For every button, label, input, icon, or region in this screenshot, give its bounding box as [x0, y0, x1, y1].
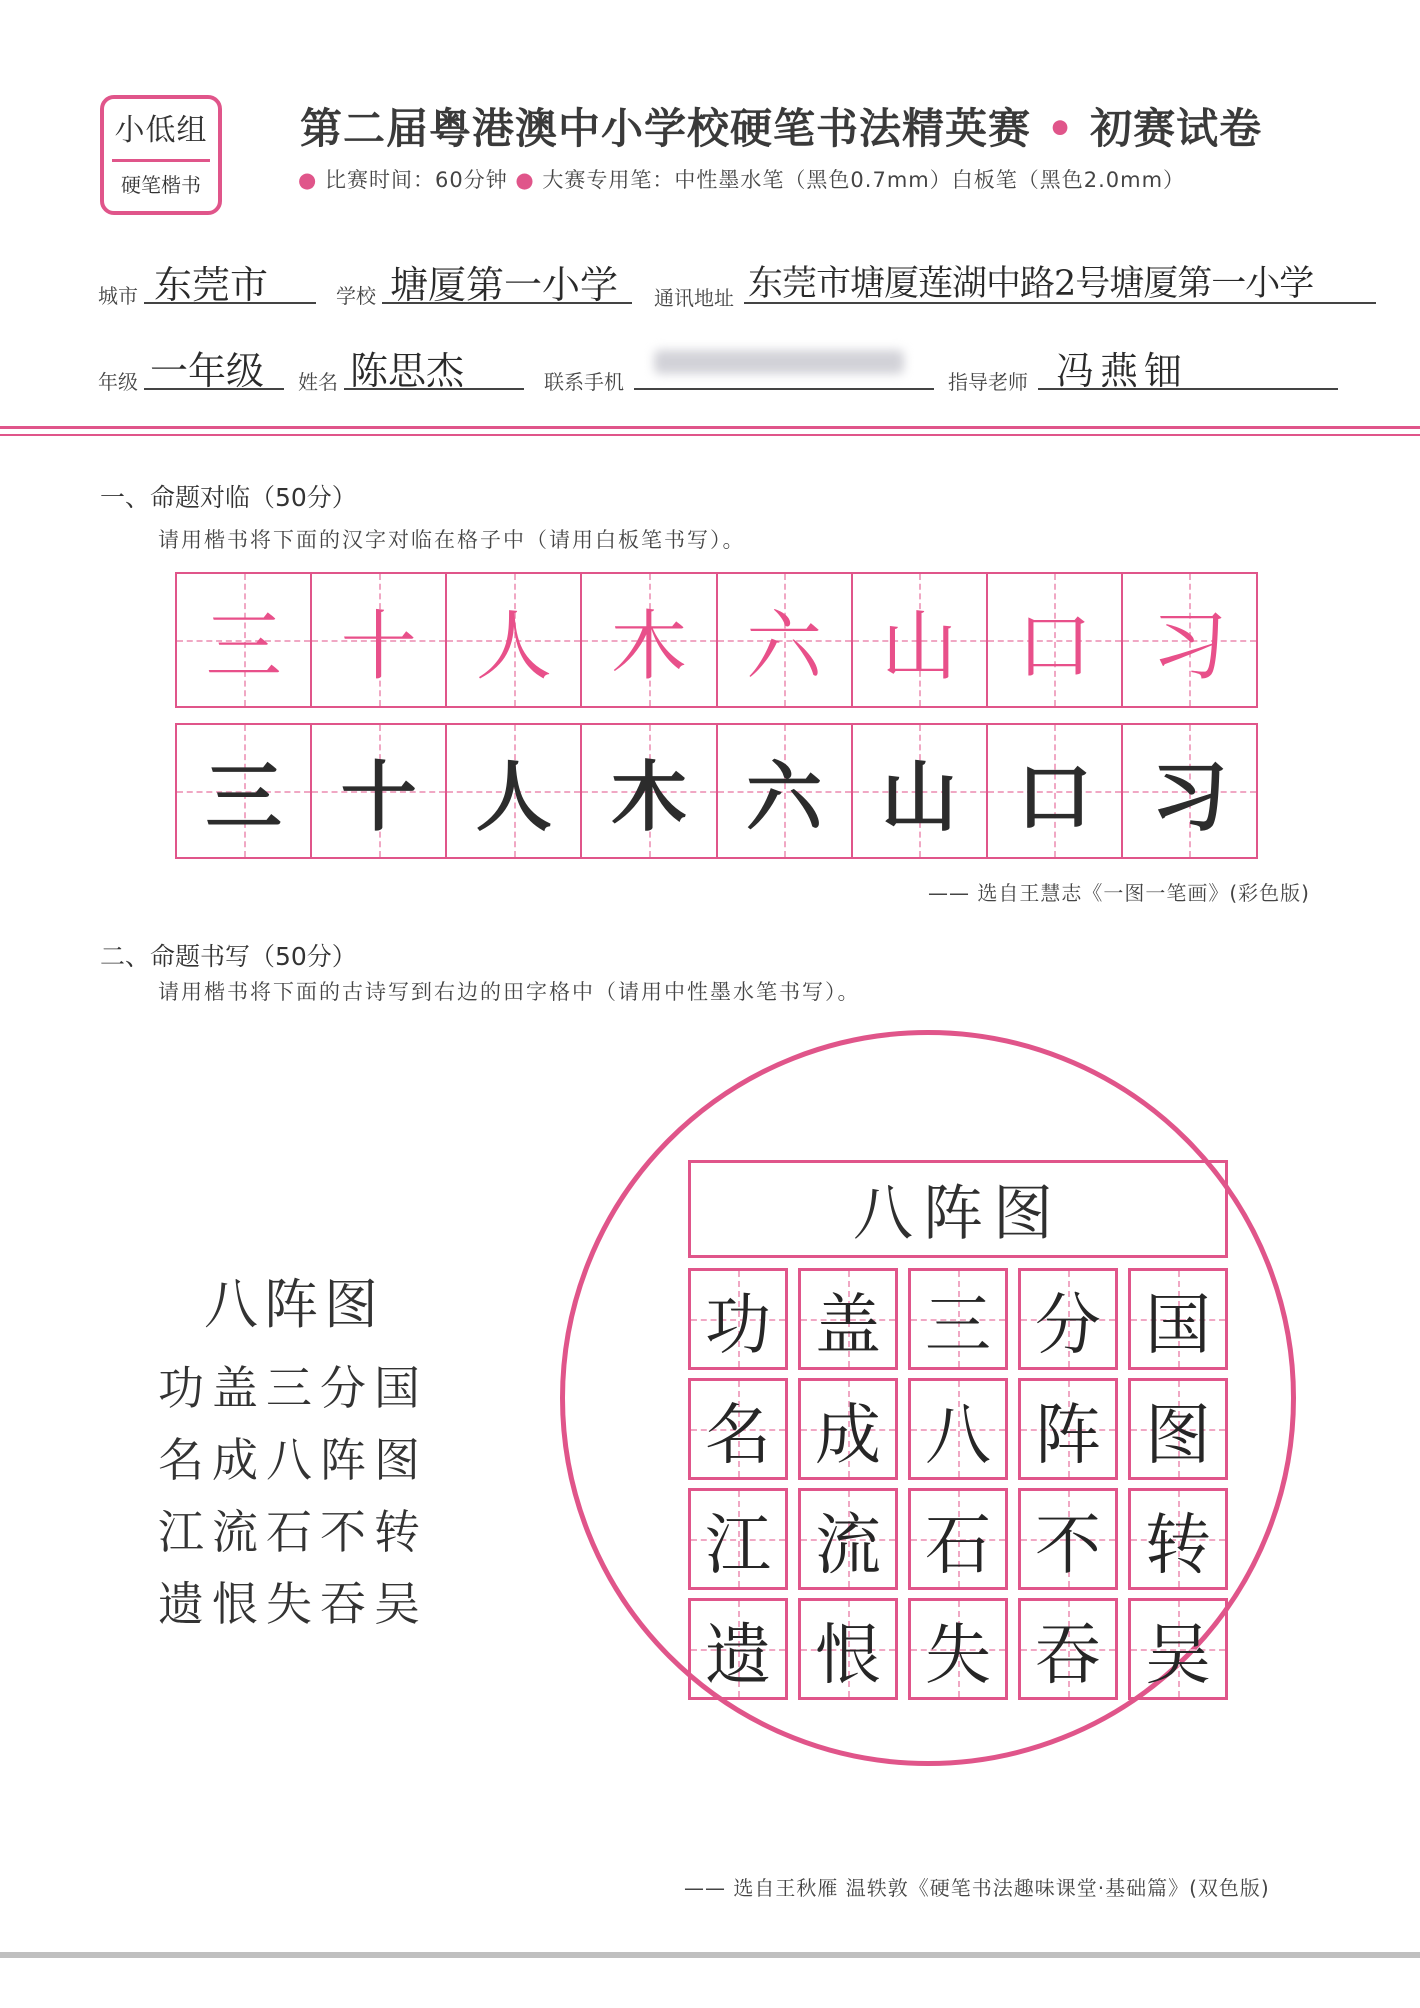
tianzige-cell[interactable]: 分	[1018, 1268, 1118, 1370]
tianzige-cell[interactable]: 不	[1018, 1488, 1118, 1590]
poem-line: 名成八阵图	[158, 1433, 428, 1487]
model-cell: 木	[580, 572, 715, 708]
exam-info	[298, 164, 1185, 194]
name-value: 陈思杰	[350, 349, 465, 393]
page-title	[300, 96, 1262, 156]
tianzige-cell[interactable]: 恨	[798, 1598, 898, 1700]
teacher-value: 冯燕钿	[1056, 349, 1189, 393]
school-label: 学校	[336, 284, 376, 308]
model-cell: 山	[851, 572, 986, 708]
section1-instruction: 请用楷书将下面的汉字对临在格子中（请用白板笔书写）。	[158, 528, 746, 552]
tianzige-cell[interactable]: 吞	[1018, 1598, 1118, 1700]
bullet-icon: ●	[515, 168, 543, 192]
grade-value: 一年级	[150, 349, 265, 393]
poem-line: 遗恨失吞吴	[158, 1577, 428, 1631]
section1-source: —— 选自王慧志《一图一笔画》(彩色版)	[928, 881, 1310, 905]
writing-cell[interactable]: 习	[1121, 723, 1258, 859]
phone-field[interactable]	[634, 338, 934, 390]
section1-heading: 一、命题对临（50分）	[100, 483, 357, 512]
grade-label: 年级	[98, 370, 138, 394]
header-divider-thin	[0, 434, 1420, 436]
tianzige-cell[interactable]: 功	[688, 1268, 788, 1370]
tianzige-cell[interactable]: 吴	[1128, 1598, 1228, 1700]
address-field[interactable]	[744, 252, 1376, 304]
phone-label: 联系手机	[544, 370, 624, 394]
model-cell: 习	[1121, 572, 1258, 708]
poem-title: 八阵图	[204, 1273, 384, 1336]
exam-time: 比赛时间：60分钟	[325, 168, 508, 192]
name-label: 姓名	[298, 370, 338, 394]
tianzige-cell[interactable]: 名	[688, 1378, 788, 1480]
tianzige-grid	[688, 1268, 1228, 1700]
model-cell: 六	[716, 572, 851, 708]
city-label: 城市	[98, 284, 138, 308]
category-badge	[100, 95, 222, 215]
tianzige-cell[interactable]: 阵	[1018, 1378, 1118, 1480]
writing-cell[interactable]: 山	[851, 723, 986, 859]
section2-instruction: 请用楷书将下面的古诗写到右边的田字格中（请用中性墨水笔书写）。	[158, 980, 861, 1004]
tianzige-cell[interactable]: 江	[688, 1488, 788, 1590]
grade-field[interactable]	[144, 338, 284, 393]
bottom-rule	[0, 1952, 1420, 1958]
badge-divider	[112, 159, 210, 162]
writing-cell[interactable]: 木	[580, 723, 715, 859]
school-value: 塘厦第一小学	[390, 263, 619, 307]
writing-grid	[175, 723, 1258, 859]
badge-style: 硬笔楷书	[121, 173, 201, 197]
writing-cell[interactable]: 三	[175, 723, 310, 859]
tianzige-cell[interactable]: 流	[798, 1488, 898, 1590]
written-poem-title: 八阵图	[853, 1179, 1063, 1249]
writing-cell[interactable]: 人	[445, 723, 580, 859]
title-main: 第二届粤港澳中小学校硬笔书法精英赛	[300, 104, 1032, 153]
tianzige-cell[interactable]: 盖	[798, 1268, 898, 1370]
tianzige-cell[interactable]: 石	[908, 1488, 1008, 1590]
section2-heading: 二、命题书写（50分）	[100, 942, 357, 971]
teacher-field[interactable]	[1038, 338, 1338, 393]
address-value: 东莞市塘厦莲湖中路2号塘厦第一小学	[748, 264, 1314, 304]
bullet-icon: ●	[298, 168, 325, 192]
tianzige-cell[interactable]: 失	[908, 1598, 1008, 1700]
title-sub: 初赛试卷	[1090, 104, 1263, 153]
school-field[interactable]	[382, 252, 632, 307]
tianzige-cell[interactable]: 成	[798, 1378, 898, 1480]
writing-cell[interactable]: 十	[310, 723, 445, 859]
poem-line: 江流石不转	[158, 1505, 428, 1559]
poem-title-box[interactable]	[688, 1160, 1228, 1258]
model-grid	[175, 572, 1258, 708]
model-cell: 人	[445, 572, 580, 708]
tianzige-cell[interactable]: 国	[1128, 1268, 1228, 1370]
name-field[interactable]	[344, 338, 524, 393]
exam-pens: 大赛专用笔：中性墨水笔（黑色0.7mm）白板笔（黑色2.0mm）	[542, 168, 1186, 192]
title-dot: •	[1031, 104, 1091, 153]
tianzige-cell[interactable]: 转	[1128, 1488, 1228, 1590]
city-value: 东莞市	[154, 263, 269, 307]
model-cell: 口	[986, 572, 1121, 708]
model-cell: 三	[175, 572, 310, 708]
tianzige-cell[interactable]: 三	[908, 1268, 1008, 1370]
redacted-phone	[654, 350, 904, 374]
poem-line: 功盖三分国	[158, 1361, 428, 1415]
tianzige-cell[interactable]: 图	[1128, 1378, 1228, 1480]
address-label: 通讯地址	[654, 286, 734, 310]
city-field[interactable]	[144, 252, 316, 307]
writing-cell[interactable]: 口	[986, 723, 1121, 859]
teacher-label: 指导老师	[948, 370, 1028, 394]
section2-source: —— 选自王秋雁 温轶敦《硬笔书法趣味课堂·基础篇》(双色版)	[684, 1876, 1270, 1900]
badge-group: 小低组	[114, 113, 208, 148]
tianzige-cell[interactable]: 遗	[688, 1598, 788, 1700]
writing-cell[interactable]: 六	[716, 723, 851, 859]
model-cell: 十	[310, 572, 445, 708]
header-divider	[0, 426, 1420, 429]
tianzige-cell[interactable]: 八	[908, 1378, 1008, 1480]
